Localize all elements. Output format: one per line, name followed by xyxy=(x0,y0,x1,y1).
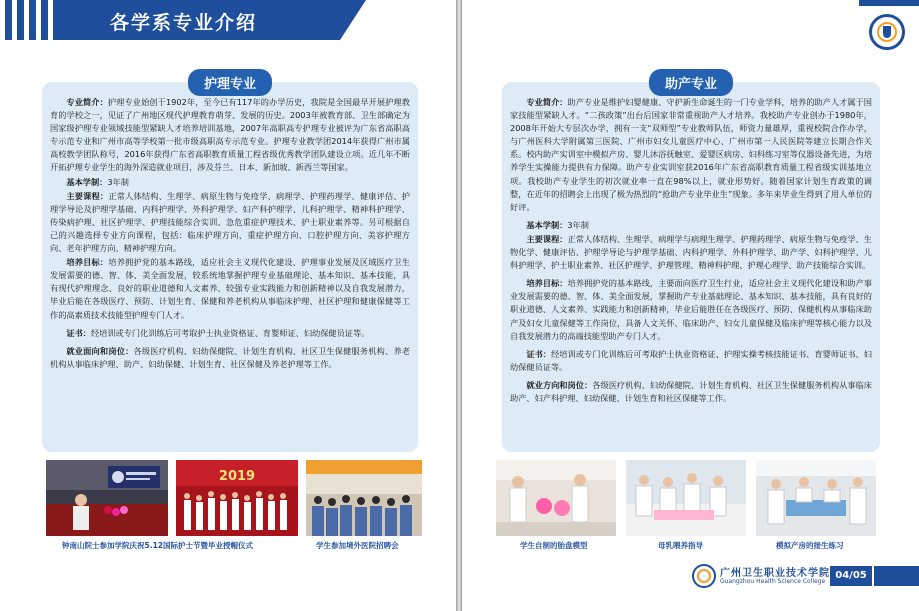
midwifery-goals xyxy=(510,277,872,342)
placenta-model-photo xyxy=(496,460,616,536)
page-title: 各学系专业介绍 xyxy=(110,12,258,34)
footer-bar xyxy=(874,566,919,586)
midwifery-employment xyxy=(510,379,872,405)
footer-school-name: 广州卫生职业技术学院 xyxy=(720,568,830,579)
paragraph-label: 培养目标： xyxy=(526,278,568,289)
paragraph-label: 就业面向和岗位： xyxy=(66,345,134,356)
paragraph-text: 3年制 xyxy=(567,219,589,230)
paragraph-text: 3年制 xyxy=(107,176,129,187)
ceremony-photo-1 xyxy=(46,460,168,536)
paragraph-text: 各级医疗机构、妇幼保健院、计划生育机构、社区卫生保健服务机构、养老机构从事临床护理、助产、妇幼保健、计划生育、社区保健及养老护理等工作。 xyxy=(50,345,410,369)
paragraph-label: 培养目标： xyxy=(66,257,109,268)
breastfeeding-image xyxy=(626,460,746,536)
stage-year-text: 2019 xyxy=(218,469,256,484)
midwifery-intro xyxy=(510,96,872,214)
midwifery-section-title: 助产专业 xyxy=(649,69,733,96)
paragraph-text: 培养拥护党的基本路线，适应社会主义现代化建设、护理事业发展及区域医疗卫生发展需要的德、智、体、美全面发展，较系统地掌握护理专业基础理论、基本知识、基本技能，具有现代护理理念、良好的职业道德和人文素养、较强专业实践能力和创新精神以及自我发展潜力，毕业后能在各级医疗、预防、计划生育、保健和养老机构从事临床护理、社区护理和健康保健等工作的高素质技术技能型护理专门人才。 xyxy=(50,257,410,320)
photo-caption: 模拟产房的接生练习 xyxy=(776,541,844,550)
job-fair-image xyxy=(306,460,422,536)
job-fair-photo xyxy=(306,460,422,536)
paragraph-label: 主要课程： xyxy=(66,190,109,201)
page-number: 04/05 xyxy=(830,566,872,586)
paragraph-text: 培养拥护党的基本路线，主要面向医疗卫生行业，适应社会主义现代化建设和助产事业发展需要的德、智、体、美全面发展，掌握助产专业基础理论、基本知识、基本技能，具有良好的职业道德、人文素养、实践能力和创新精神，毕业后能胜任在各级医疗、预防、保健机构从事临床助产及妇女儿童保健等工作岗位，具备人文关怀、临床助产、妇女儿童保健及临床护理等核心能力以及自我发展潜力的高端技能型助产专门人才。 xyxy=(510,278,872,341)
paragraph-text: 正常人体结构、生理学、病理学与病理生理学、护理药理学、病原生物与免疫学、生物化学、健康评估、护理学导论与护理学基础、内科护理学、外科护理学、助产学、妇科护理学、儿科护理学、护士职业素养、社区护理学、护理管理、精神科护理、护理心理学、助产技能综合实训。 xyxy=(510,233,872,271)
midwifery-section xyxy=(502,77,880,452)
photo-caption: 学生参加境外医院招聘会 xyxy=(316,541,399,550)
paragraph-text: 经培训或专门化训练后可考取护士执业资格证、育婴师证、妇幼保健员证等。 xyxy=(90,327,370,338)
nursing-body xyxy=(50,96,410,372)
midwifery-duration xyxy=(510,219,872,232)
paragraph-label: 专业简介： xyxy=(66,97,108,107)
paragraph-label: 基本学制： xyxy=(66,176,108,187)
nursing-goals xyxy=(50,256,410,321)
nursing-employment xyxy=(50,345,410,371)
top-accent-bar xyxy=(859,0,919,6)
school-logo-icon xyxy=(869,14,905,50)
paragraph-text: 助产专业是维护妇婴健康、守护新生命诞生的一门专业学科，培养的助产人才属于国家技能型紧缺人才。“二孩政策”出台后国家非常重视助产人才培养。我校助产专业创办于1980年，2008年开始大专层次办学，拥有一支“双师型”专业教师队伍，师资力量雄厚，重视校院合作办学，与广州医科大学附属第三医院、广州市妇女儿童医疗中心、广州市第一人民医院等建立长期合作关系。校内助产实训室中模拟产房、婴儿沐浴抚触室、爱婴区病房、妇科练习室等仪器设备先进，为培养学生实操能力提供有力保障。助产专业实训室获2016年广东省高职教育质量工程省级实训基地立项。我校助产专业学生的初次就业率一直在98%以上，就业形势好。随着国家计划生育政策的调整，在近年的招聘会上出现了极为热烈的“抢助产专业毕业生”现象。多年来毕业生得到了用人单位的好评。 xyxy=(510,97,872,212)
paragraph-text: 正常人体结构、生理学、病原生物与免疫学、病理学、护理药理学、健康评估、护理学导论及护理学基础、内科护理学、外科护理学、妇产科护理学、儿科护理学、精神科护理学、传染病护理、社区护理学、护理技能综合实训、急危重症护理技术、护士职业素养等。另可根据自己的兴趣选择专业方向课程，包括：临床护理方向、重症护理方向、口腔护理方向、美容护理方向、老年护理方向、精神护理方向。 xyxy=(50,190,410,254)
nursing-section-title: 护理专业 xyxy=(188,69,272,96)
paragraph-label: 证书： xyxy=(526,348,552,359)
nursing-certificates xyxy=(50,327,410,340)
paragraph-label: 基本学制： xyxy=(526,219,568,230)
footer-logo-icon xyxy=(692,564,716,588)
photo-caption: 母乳喂养指导 xyxy=(658,541,703,550)
ceremony-stage-image xyxy=(176,460,298,536)
placenta-model-image xyxy=(496,460,616,536)
paragraph-label: 证书： xyxy=(66,327,91,338)
photo-caption: 学生自制的胎盘模型 xyxy=(520,541,588,550)
paragraph-label: 就业方向和岗位： xyxy=(526,379,593,390)
footer-school-name-en: Guangzhou Health Science College xyxy=(720,578,826,585)
delivery-practice-photo xyxy=(756,460,876,536)
breastfeeding-photo xyxy=(626,460,746,536)
right-page xyxy=(462,0,919,611)
paragraph-label: 主要课程： xyxy=(526,233,568,244)
paragraph-text: 护理专业始创于1902年，至今已有117年的办学历史，我院是全国最早开展护理教育的学校之一，见证了广州地区现代护理教育萌芽、发展的历史。2003年被教育部、卫生部确定为国家级护理专业领域技能型紧缺人才培养培训基地，2007年高职高专护理专业被评为广东省高职高专示范专业和广州市高等学校第一批市级高职高专示范专业。护理专业教学团2014年获得广州市属高校教学团队称号，2016年获得广东省高职教育质量工程省级优秀教学团队建设立项。近几年不断开拓护理专业学生的海外深造就业项目，涉及芬兰、日本、新加坡、新西兰等国家。 xyxy=(50,97,410,173)
paragraph-label: 专业简介： xyxy=(526,97,568,107)
left-page xyxy=(0,0,456,611)
delivery-practice-image xyxy=(756,460,876,536)
midwifery-body xyxy=(510,96,872,406)
photo-caption: 钟南山院士参加学院庆祝5.12国际护士节暨毕业授帽仪式 xyxy=(62,541,254,550)
nursing-courses xyxy=(50,190,410,255)
nursing-intro xyxy=(50,96,410,175)
header-corner xyxy=(340,0,366,40)
paragraph-text: 经培训或专门化训练后可考取护士执业资格证、护理实操考核技能证书、育婴师证书、妇幼保健员证等。 xyxy=(510,348,872,372)
ceremony-speaker-image xyxy=(46,460,168,536)
header-stripes xyxy=(0,0,60,40)
midwifery-courses xyxy=(510,233,872,272)
paragraph-text: 各级医疗机构、妇幼保健院、计划生育机构、社区卫生保健服务机构从事临床助产、妇产科护理、妇幼保健、计划生育和社区保健等工作。 xyxy=(510,379,872,403)
midwifery-certificates xyxy=(510,348,872,374)
nursing-duration xyxy=(50,176,410,189)
nursing-section xyxy=(42,77,418,452)
ceremony-photo-2 xyxy=(176,460,298,536)
